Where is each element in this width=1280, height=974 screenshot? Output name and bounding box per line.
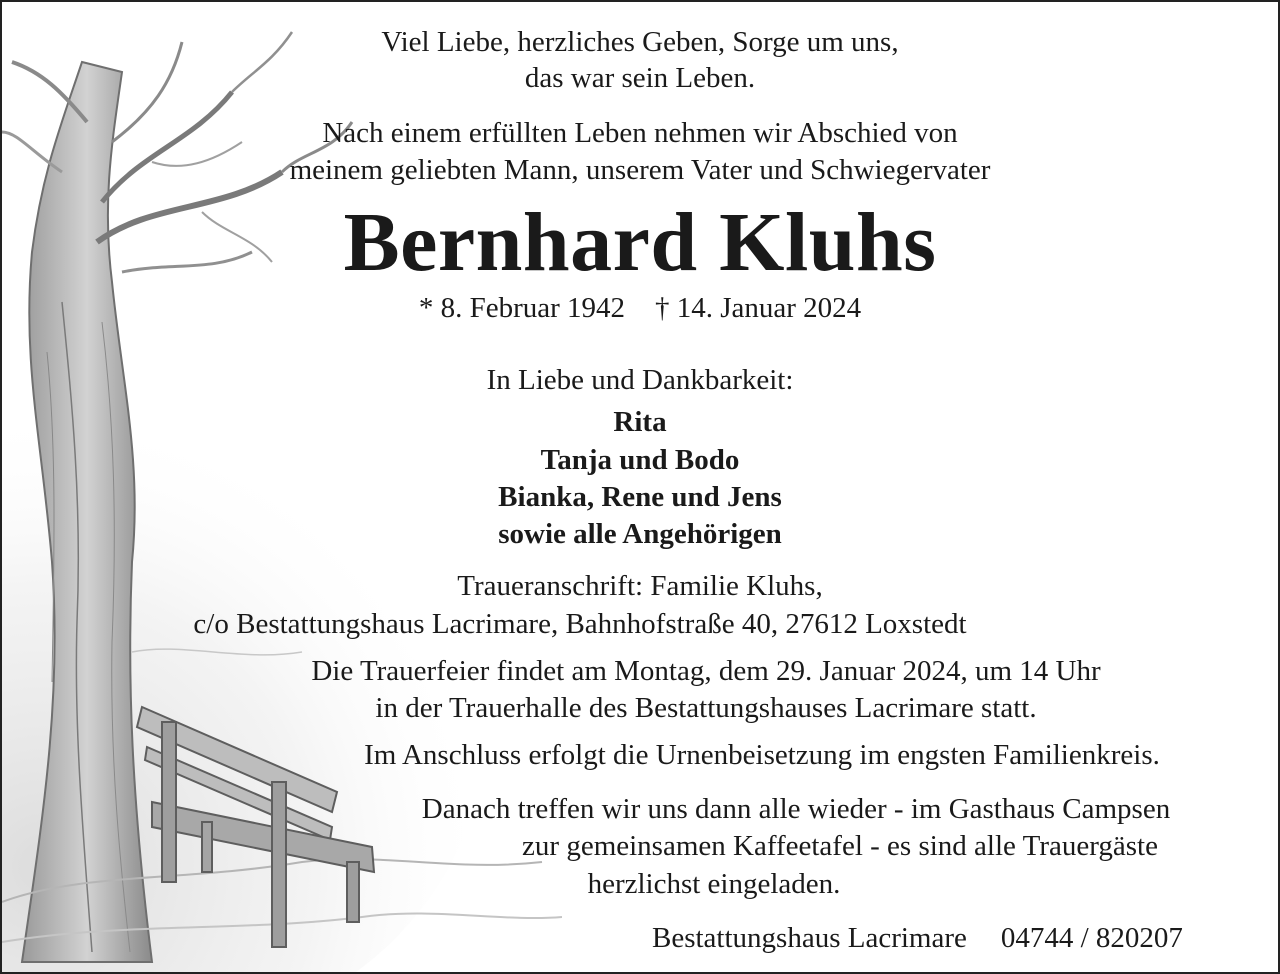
intro-line-2: meinem geliebten Mann, unserem Vater und Schwiegervater [289,154,991,186]
intro-line-1: Nach einem erfüllten Leben nehmen wir Abschied von [322,117,958,149]
mourner-name: Tanja und Bodo [540,444,740,476]
burial-line: Im Anschluss erfolgt die Urnenbeisetzung im engsten Familienkreis. [364,739,1160,771]
motto-line-1: Viel Liebe, herzliches Geben, Sorge um uns, [381,26,899,58]
gathering-line-2: zur gemeinsamen Kaffeetafel - es sind alle Trauergäste [522,830,1158,862]
address-line-2: c/o Bestattungshaus Lacrimare, Bahnhofstraße 40, 27612 Loxstedt [193,608,967,640]
life-dates [2,290,1278,326]
funeral-home-footer [652,920,1252,956]
gathering-line-1: Danach treffen wir uns dann alle wieder - im Gasthaus Campsen [421,793,1171,825]
gathering-line-3: herzlichst eingeladen. [587,868,841,900]
mourners-heading: In Liebe und Dankbarkeit: [486,364,794,396]
mourner-name: sowie alle Angehörigen [498,518,782,550]
death-date: † 14. Januar 2024 [655,292,862,324]
funeral-home-phone: 04744 / 820207 [1000,922,1183,954]
birth-date: * 8. Februar 1942 [418,292,625,324]
ceremony-line-1: Die Trauerfeier findet am Montag, dem 29. Januar 2024, um 14 Uhr [311,655,1101,687]
deceased-name: Bernhard Kluhs [343,196,937,289]
motto-line-2: das war sein Leben. [524,62,756,94]
mourner-name: Rita [613,406,667,438]
funeral-home-name: Bestattungshaus Lacrimare [652,922,967,954]
mourner-name: Bianka, Rene und Jens [498,481,782,513]
ceremony-line-2: in der Trauerhalle des Bestattungshauses Lacrimare statt. [375,692,1037,724]
address-line-1: Traueranschrift: Familie Kluhs, [457,570,823,602]
